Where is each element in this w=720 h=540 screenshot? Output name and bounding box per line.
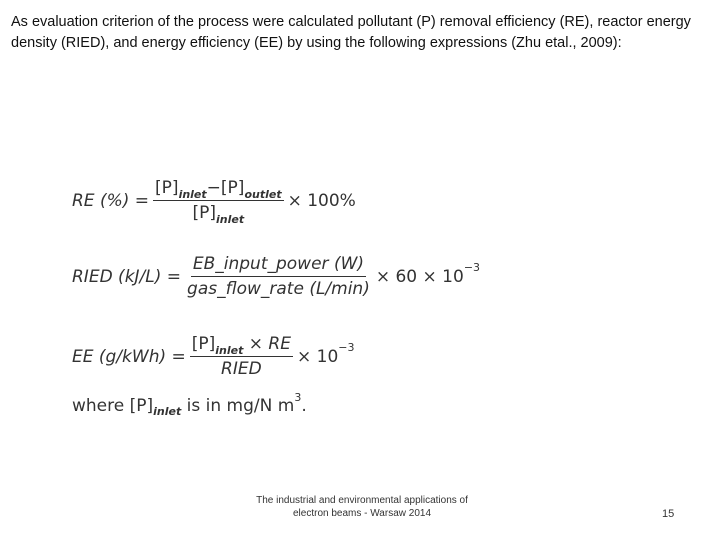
re-num-minus: −: [206, 178, 221, 198]
intro-paragraph: As evaluation criterion of the process were calculated pollutant (P) removal efficiency (RE), reactor energy density (RIED), and energy efficiency (EE) by using the following expressions (Zhu etal., 2009):: [11, 14, 691, 51]
re-denominator: [190, 201, 246, 226]
footer-text: The industrial and environmental applications of electron beams - Warsaw 2014: [256, 495, 468, 519]
re-lhs: RE (%) =: [72, 190, 150, 211]
where-p: [P]: [129, 396, 154, 416]
ee-num-sub: inlet: [215, 344, 244, 357]
re-fraction: [153, 178, 284, 226]
where-sub: inlet: [153, 404, 182, 418]
ried-rhs: × 60 × 10: [375, 266, 464, 287]
ee-lhs: EE (g/kWh) =: [72, 346, 186, 367]
ee-exponent: −3: [338, 341, 355, 354]
ried-exponent: −3: [463, 261, 481, 274]
where-exponent: 3: [294, 390, 302, 404]
re-num-sub1: inlet: [178, 188, 207, 201]
where-clause: [72, 390, 307, 418]
ried-lhs: RIED (kJ/L) =: [72, 266, 182, 287]
where-suffix: is in mg/N m: [186, 396, 295, 416]
re-num-sub2: outlet: [244, 188, 282, 201]
re-rhs: × 100%: [287, 190, 356, 211]
ee-num-rest: × RE: [248, 334, 291, 354]
page-number: 15: [662, 508, 675, 520]
equation-energy-efficiency: [72, 334, 354, 379]
ried-fraction: [185, 254, 372, 299]
ee-numerator: [190, 334, 293, 357]
where-prefix: where: [72, 396, 125, 416]
ee-denominator: RIED: [221, 359, 262, 379]
equation-ried: [72, 254, 480, 299]
equation-removal-efficiency: [72, 178, 356, 226]
re-num-p1: [P]: [155, 178, 179, 198]
ee-fraction: [190, 334, 293, 379]
re-den-sub: inlet: [216, 213, 245, 226]
re-num-p2: [P]: [220, 178, 245, 198]
re-den-p: [P]: [192, 203, 217, 223]
ried-numerator: EB_input_power (W): [191, 254, 366, 277]
ee-num-p: [P]: [191, 334, 216, 354]
where-end: .: [301, 396, 307, 416]
ee-rhs: × 10: [296, 346, 339, 367]
ried-denominator: gas_flow_rate (L/min): [187, 279, 370, 299]
re-numerator: [153, 178, 284, 201]
